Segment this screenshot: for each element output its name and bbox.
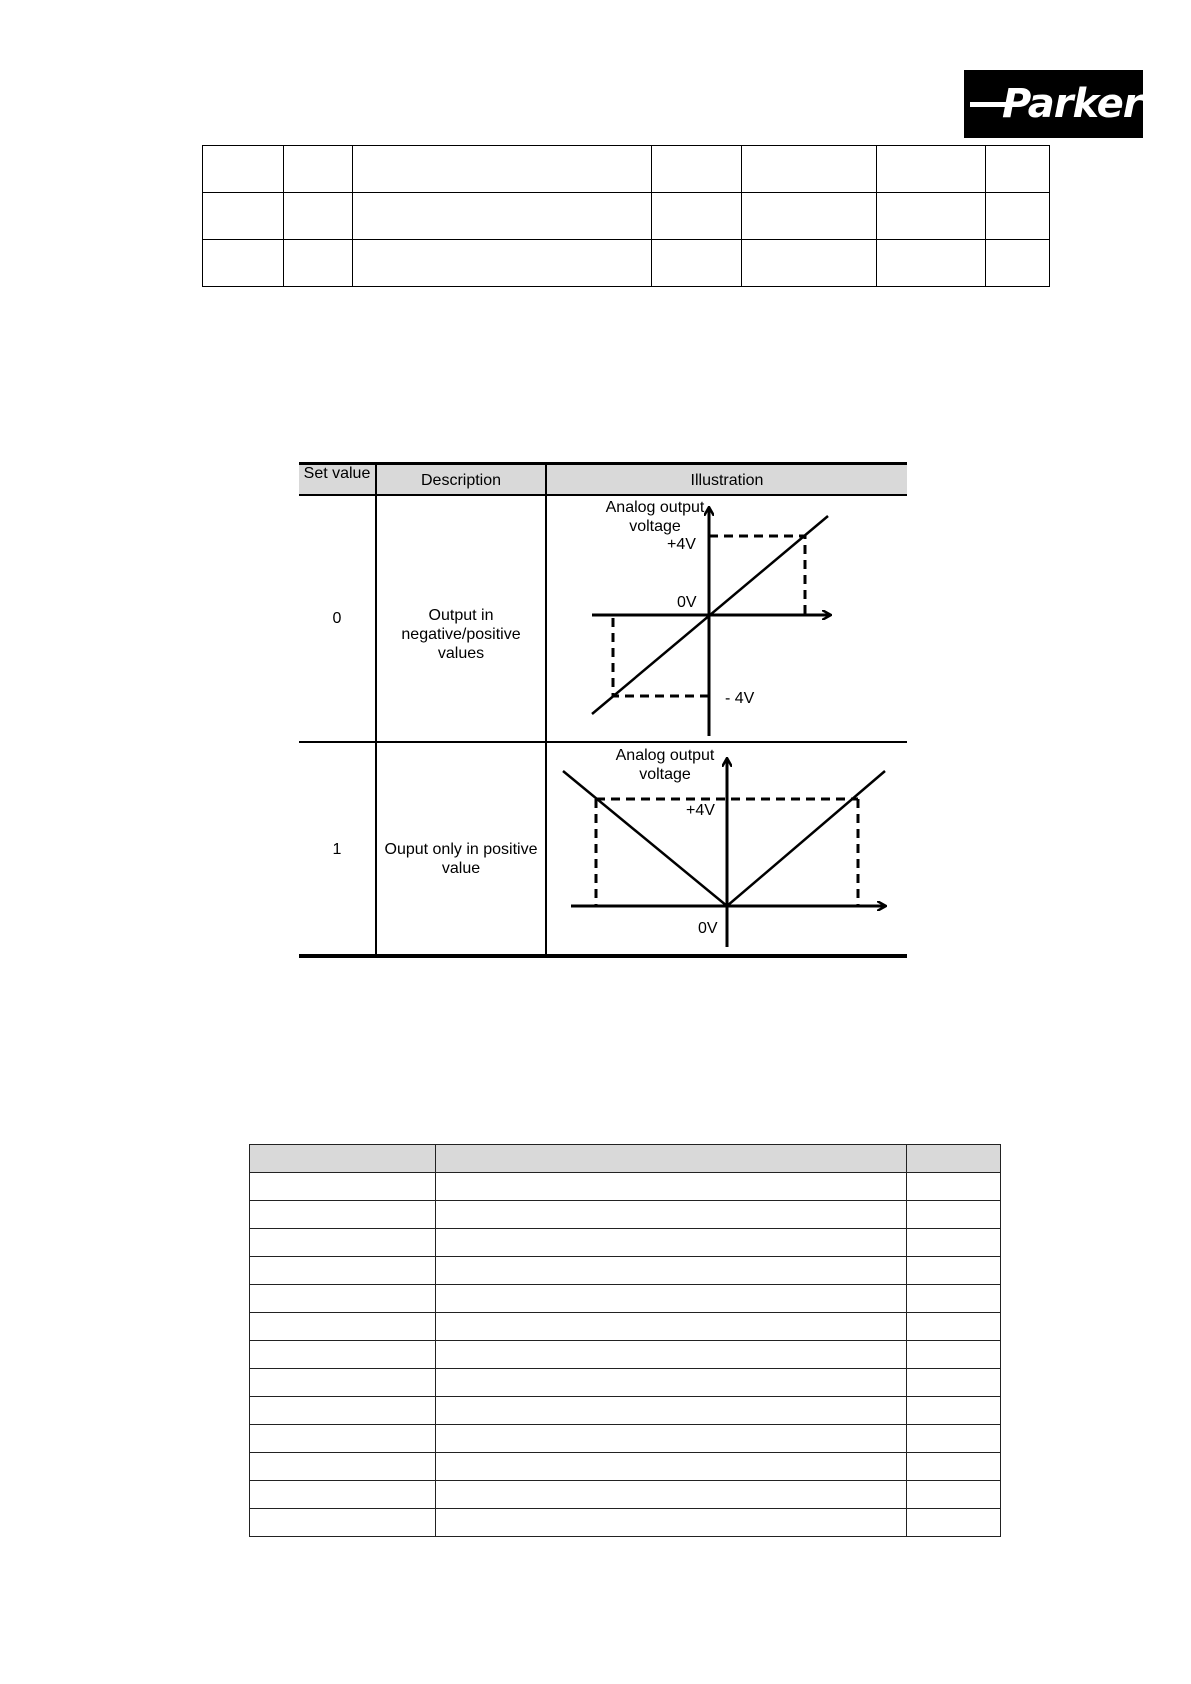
header-illustration: Illustration	[690, 472, 764, 489]
header-description: Description	[420, 472, 502, 489]
logo-text: Parker	[1002, 81, 1142, 127]
table-row	[250, 1313, 1001, 1341]
row-0-set-value: 0	[332, 610, 342, 627]
column-divider	[375, 462, 377, 958]
table-row	[203, 240, 1050, 287]
plot0-upper-label: +4V	[667, 536, 696, 553]
table-row	[250, 1453, 1001, 1481]
top-parameter-table	[202, 145, 1050, 287]
bottom-parameter-table	[249, 1144, 1001, 1537]
table-row	[250, 1509, 1001, 1537]
plot0-zero-label: 0V	[677, 594, 697, 611]
output-line	[563, 771, 885, 906]
table-row	[250, 1481, 1001, 1509]
table-row	[203, 146, 1050, 193]
table-row	[250, 1397, 1001, 1425]
table-header-row	[250, 1145, 1001, 1173]
row-1-set-value: 1	[332, 841, 342, 858]
header-set-value: Set value	[303, 465, 371, 482]
table-row	[250, 1229, 1001, 1257]
plot0-lower-label: - 4V	[725, 690, 755, 707]
plot1-zero-label: 0V	[698, 920, 718, 937]
plot1-ylabel: Analog output voltage	[615, 747, 715, 783]
table-row	[250, 1173, 1001, 1201]
table-bottom-border	[299, 954, 907, 958]
table-row	[250, 1425, 1001, 1453]
plot0-ylabel: Analog output voltage	[605, 499, 705, 535]
plot1-upper-label: +4V	[686, 802, 715, 819]
table-row	[250, 1285, 1001, 1313]
table-row	[250, 1257, 1001, 1285]
analog-output-mode-table	[299, 462, 907, 958]
parker-logo	[964, 70, 1143, 138]
table-row	[250, 1201, 1001, 1229]
table-row	[250, 1341, 1001, 1369]
row-1-description: Ouput only in positive value	[384, 841, 538, 877]
row-0-description: Output in negative/positive values	[401, 607, 521, 662]
table-row	[203, 193, 1050, 240]
table-row	[250, 1369, 1001, 1397]
